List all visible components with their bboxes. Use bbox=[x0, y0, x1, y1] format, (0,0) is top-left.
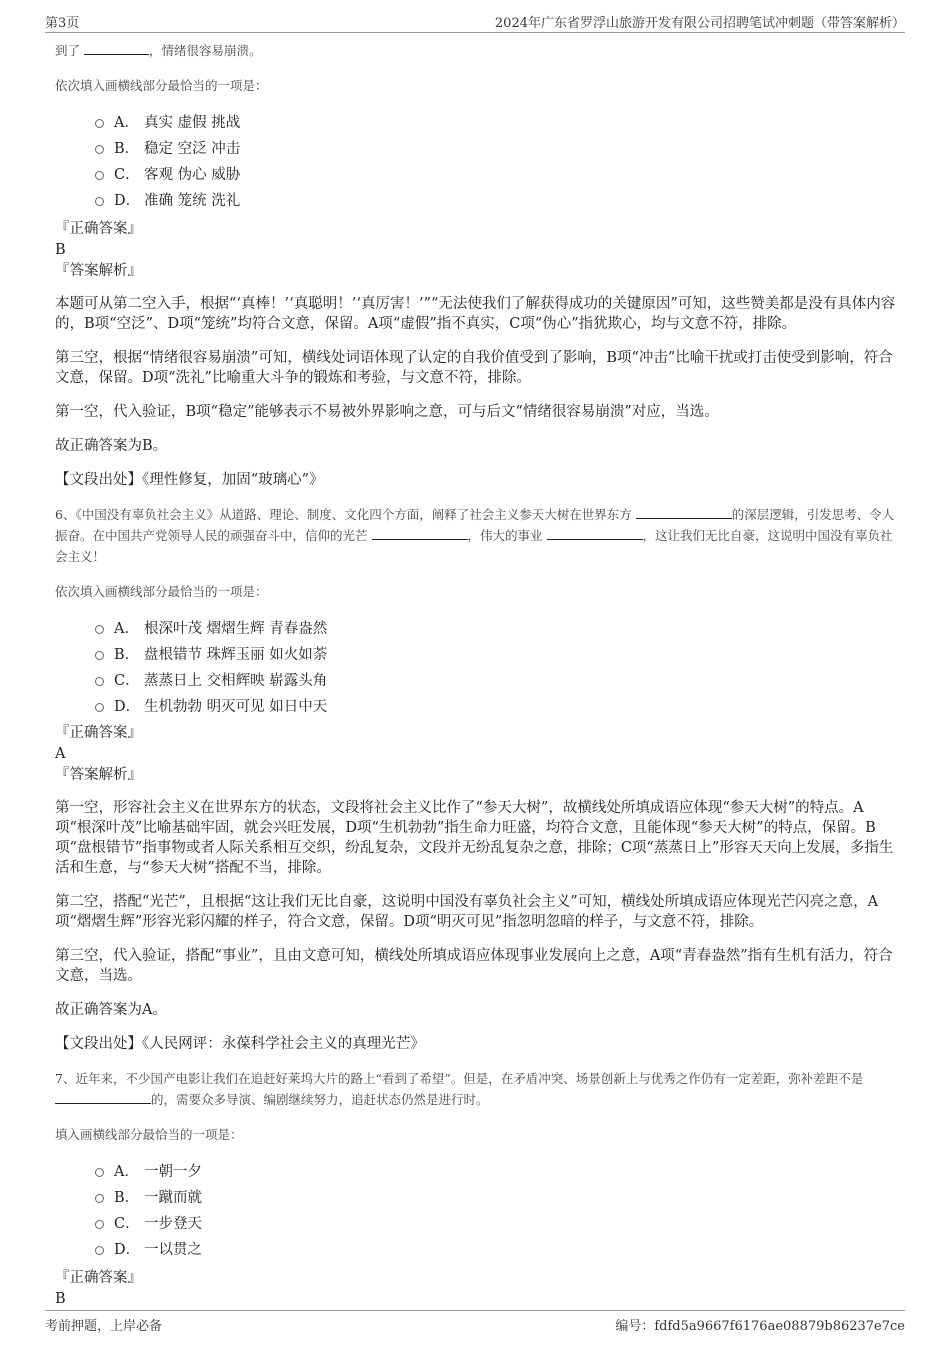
analysis-paragraph: 故正确答案为B。 bbox=[55, 438, 168, 454]
answer-value: A bbox=[55, 746, 66, 762]
option-c[interactable]: C． 一步登天 bbox=[95, 1209, 900, 1235]
page-content bbox=[55, 40, 900, 1309]
option-a[interactable]: A． 真实 虚假 挑战 bbox=[95, 108, 900, 134]
footer-slogan: 考前押题，上岸必备 bbox=[45, 1319, 163, 1334]
analysis-paragraph: 第一空，形容社会主义在世界东方的状态，文段将社会主义比作了“参天大树”，故横线处所填成语应体现“参天大树”的特点。A项“根深叶茂”比喻基础牢固，就会兴旺发展，D项“生机勃勃”指生命力旺盛，均符合文意，且能体现“参天大树”的特点，保留。B项“盘根错节”指事物或者人际关系相互交织，纷乱复杂，文段并无纷乱复杂之意，排除；C项“蒸蒸日上”形容天天向上发展，多指生活和生意，与“参天大树”搭配不当，排除。 bbox=[55, 800, 894, 876]
q6-options bbox=[95, 614, 900, 718]
radio-icon[interactable] bbox=[95, 171, 104, 180]
radio-icon[interactable] bbox=[95, 1194, 104, 1203]
document-title: 2024年广东省罗浮山旅游开发有限公司招聘笔试冲刺题（带答案解析） bbox=[494, 16, 905, 31]
radio-icon[interactable] bbox=[95, 625, 104, 634]
q5-prompt: 依次填入画横线部分最恰当的一项是： bbox=[55, 78, 268, 93]
page-number: 第3页 bbox=[45, 16, 80, 31]
radio-icon[interactable] bbox=[95, 651, 104, 660]
option-b[interactable]: B． 稳定 空泛 冲击 bbox=[95, 134, 900, 160]
option-d[interactable]: D． 准确 笼统 洗礼 bbox=[95, 186, 900, 212]
blank bbox=[84, 40, 149, 55]
option-c[interactable]: C． 蒸蒸日上 交相辉映 崭露头角 bbox=[95, 666, 900, 692]
option-c[interactable]: C． 客观 伪心 威胁 bbox=[95, 160, 900, 186]
analysis-paragraph: 第三空，代入验证，搭配“事业”，且由文意可知，横线处所填成语应体现事业发展向上之意，A项“青春盎然”指有生机有活力，符合文意，当选。 bbox=[55, 948, 893, 984]
blank bbox=[547, 525, 643, 540]
option-a[interactable]: A． 根深叶茂 熠熠生辉 青春盎然 bbox=[95, 614, 900, 640]
source-citation: 【文段出处】《人民网评：永葆科学社会主义的真理光芒》 bbox=[55, 1036, 425, 1052]
radio-icon[interactable] bbox=[95, 1168, 104, 1177]
radio-icon[interactable] bbox=[95, 119, 104, 128]
blank bbox=[55, 1089, 151, 1104]
blank bbox=[372, 525, 468, 540]
analysis-paragraph: 第三空，根据“情绪很容易崩溃”可知，横线处词语体现了认定的自我价值受到了影响，B项“冲击”比喻干扰或打击使受到影响，符合文意，保留。D项“洗礼”比喻重大斗争的锻炼和考验，与文意不符，排除。 bbox=[55, 350, 893, 386]
q7-stem: 7、近年来，不少国产电影让我们在追赶好莱坞大片的路上“看到了希望”。但是，在矛盾冲突、场景创新上与优秀之作仍有一定差距，弥补差距不是 的，需要众多导演、编剧继续努力，追赶状态仍然是进行时。 bbox=[55, 1071, 864, 1107]
analysis-label: 『答案解析』 bbox=[55, 767, 142, 783]
analysis-paragraph: 第一空，代入验证，B项“稳定”能够表示不易被外界影响之意，可与后文“情绪很容易崩溃”对应，当选。 bbox=[55, 404, 719, 420]
q5-intro: 到了 ，情绪很容易崩溃。 bbox=[55, 40, 900, 61]
analysis-label: 『答案解析』 bbox=[55, 263, 142, 279]
radio-icon[interactable] bbox=[95, 145, 104, 154]
option-d[interactable]: D． 生机勃勃 明灭可见 如日中天 bbox=[95, 692, 900, 718]
q6-stem: 6、《中国没有辜负社会主义》从道路、理论、制度、文化四个方面，阐释了社会主义参天大树在世界东方 的深层逻辑，引发思考、令人振奋。在中国共产党领导人民的顽强奋斗中，信仰的光芒 ，伟大的事业 ，这让我们无比自豪，这说明中国没有辜负社会主义！ bbox=[55, 504, 900, 567]
q6-prompt: 依次填入画横线部分最恰当的一项是： bbox=[55, 584, 268, 599]
q7-options bbox=[95, 1157, 900, 1261]
option-d[interactable]: D． 一以贯之 bbox=[95, 1235, 900, 1261]
document-id: 编号：fdfd5a9667f6176ae08879b86237e7ce bbox=[615, 1319, 905, 1334]
radio-icon[interactable] bbox=[95, 703, 104, 712]
answer-value: B bbox=[55, 242, 66, 258]
answer-label: 『正确答案』 bbox=[55, 725, 142, 741]
radio-icon[interactable] bbox=[95, 1220, 104, 1229]
q5-options bbox=[95, 108, 900, 212]
answer-label: 『正确答案』 bbox=[55, 1270, 142, 1286]
answer-label: 『正确答案』 bbox=[55, 221, 142, 237]
analysis-paragraph: 故正确答案为A。 bbox=[55, 1002, 167, 1018]
page-footer bbox=[45, 1310, 905, 1334]
radio-icon[interactable] bbox=[95, 197, 104, 206]
radio-icon[interactable] bbox=[95, 1246, 104, 1255]
option-a[interactable]: A． 一朝一夕 bbox=[95, 1157, 900, 1183]
q7-prompt: 填入画横线部分最恰当的一项是： bbox=[55, 1127, 243, 1142]
radio-icon[interactable] bbox=[95, 677, 104, 686]
analysis-paragraph: 本题可从第二空入手，根据“‘真棒！’‘真聪明！’‘真厉害！’”“无法使我们了解获得成功的关键原因”可知，这些赞美都是没有具体内容的，B项“空泛”、D项“笼统”均符合文意，保留。A项“虚假”指不真实，C项“伪心”指犹欺心，均与文意不符，排除。 bbox=[55, 296, 896, 332]
option-b[interactable]: B． 盘根错节 珠辉玉丽 如火如荼 bbox=[95, 640, 900, 666]
answer-value: B bbox=[55, 1291, 66, 1307]
analysis-paragraph: 第二空，搭配“光芒”，且根据“这让我们无比自豪，这说明中国没有辜负社会主义”可知，横线处所填成语应体现光芒闪亮之意，A项“熠熠生辉”形容光彩闪耀的样子，符合文意，保留。D项“明灭可见”指忽明忽暗的样子，与文意不符，排除。 bbox=[55, 894, 879, 930]
page-header bbox=[45, 10, 905, 33]
option-b[interactable]: B． 一蹴而就 bbox=[95, 1183, 900, 1209]
source-citation: 【文段出处】《理性修复，加固“玻璃心”》 bbox=[55, 472, 324, 488]
blank bbox=[636, 504, 732, 519]
